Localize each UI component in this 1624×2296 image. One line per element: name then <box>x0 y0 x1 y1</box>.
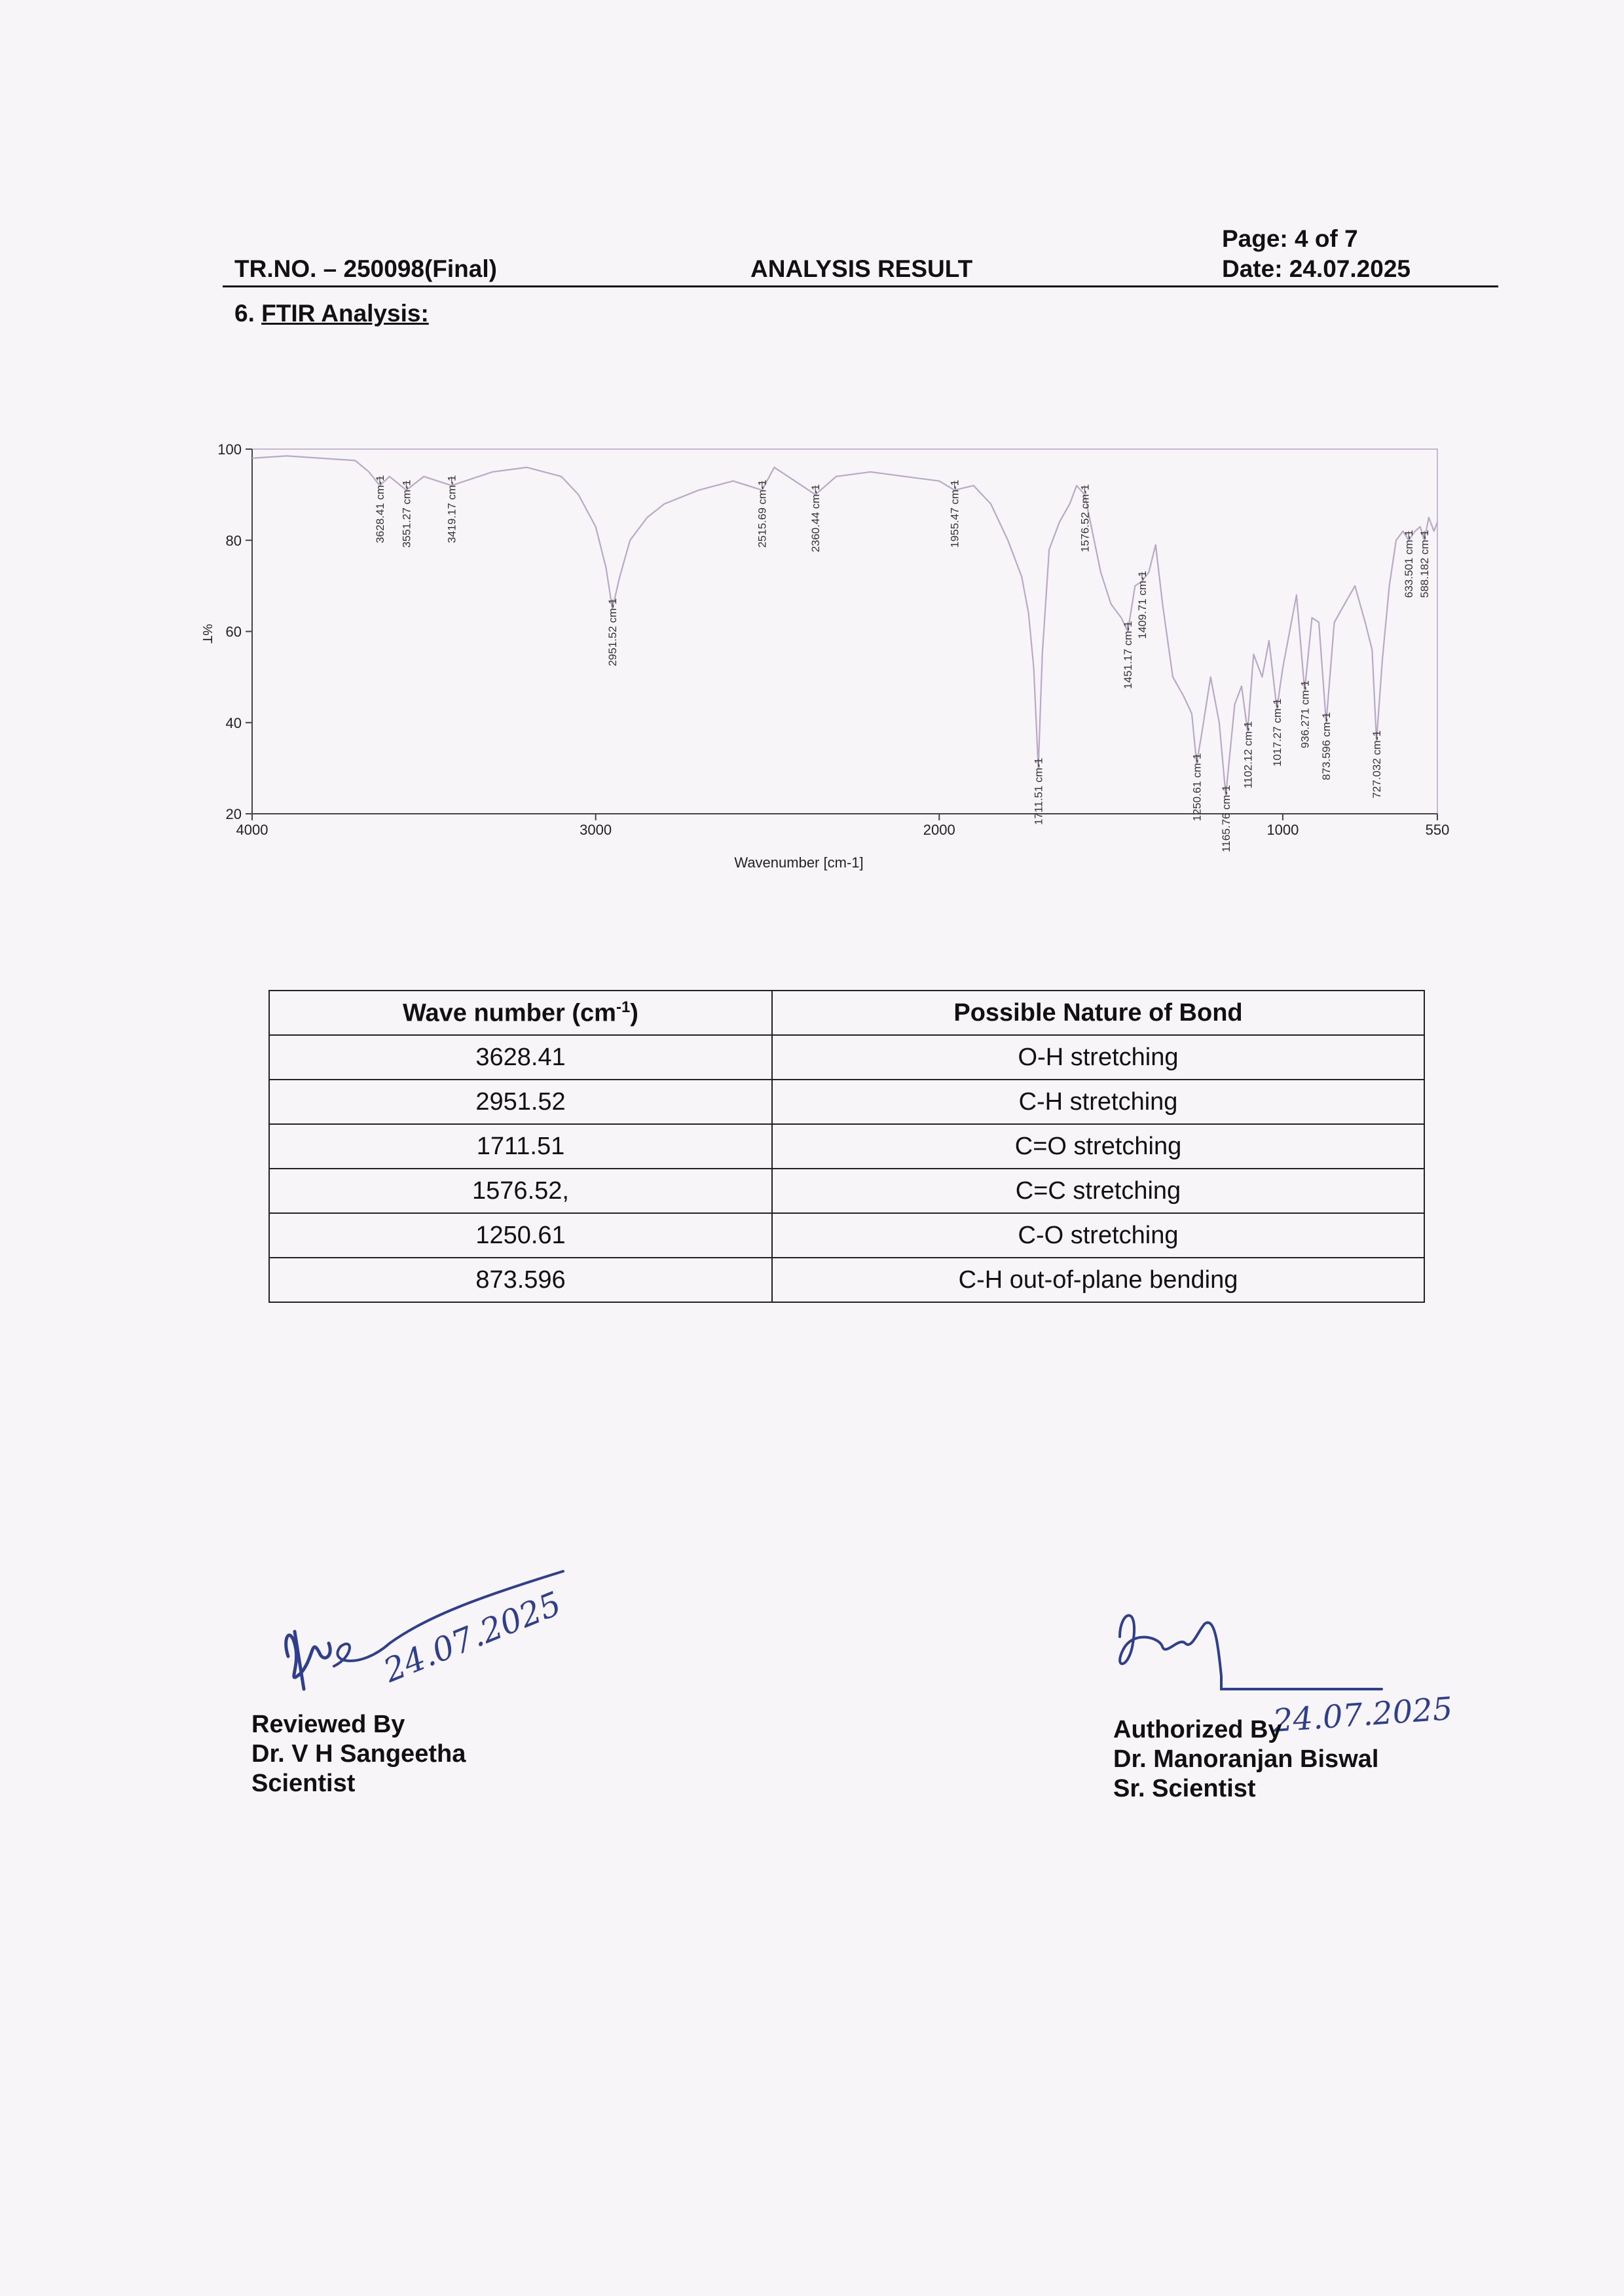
page-title: ANALYSIS RESULT <box>750 255 973 282</box>
y-tick-label: 100 <box>217 441 242 458</box>
peak-label: 1250.61 cm-1 <box>1190 753 1204 822</box>
reviewer-signature <box>255 1558 596 1728</box>
section-heading <box>234 300 429 327</box>
table-row <box>269 1169 1424 1213</box>
table-row <box>269 1124 1424 1169</box>
wave-number-cell: 1250.61 <box>269 1213 772 1258</box>
y-axis-label: %T <box>200 624 214 644</box>
x-tick-label: 550 <box>1425 822 1450 838</box>
peak-label: 1955.47 cm-1 <box>948 479 961 548</box>
x-tick-label: 4000 <box>236 822 268 838</box>
y-tick-label: 20 <box>225 806 242 822</box>
peak-label: 1017.27 cm-1 <box>1270 698 1283 767</box>
table-row <box>269 1035 1424 1080</box>
report-number: TR.NO. – 250098(Final) <box>234 255 497 282</box>
peak-label: 633.501 cm-1 <box>1403 530 1416 598</box>
peak-label: 1576.52 cm-1 <box>1079 484 1092 553</box>
reviewer-title: Scientist <box>251 1770 356 1797</box>
peak-label: 3419.17 cm-1 <box>445 475 458 543</box>
peak-label: 1409.71 cm-1 <box>1136 570 1149 639</box>
authorizer-role: Authorized By <box>1113 1716 1282 1743</box>
peak-label: 1451.17 cm-1 <box>1122 621 1135 689</box>
peak-label: 873.596 cm-1 <box>1320 712 1333 780</box>
peak-label: 727.032 cm-1 <box>1371 730 1384 799</box>
x-tick-label: 3000 <box>580 822 612 838</box>
wave-number-cell: 1711.51 <box>269 1124 772 1169</box>
authorizer-handwritten-date: 24.07.2025 <box>1271 1690 1454 1740</box>
authorizer-name: Dr. Manoranjan Biswal <box>1113 1745 1379 1773</box>
y-tick-label: 40 <box>225 714 242 731</box>
wave-number-cell: 3628.41 <box>269 1035 772 1080</box>
peak-label: 936.271 cm-1 <box>1299 680 1312 748</box>
bond-cell: C=O stretching <box>772 1124 1424 1169</box>
wave-number-cell: 1576.52, <box>269 1169 772 1213</box>
table-row <box>269 1080 1424 1124</box>
bond-cell: C=C stretching <box>772 1169 1424 1213</box>
bond-cell: C-H out-of-plane bending <box>772 1258 1424 1302</box>
header-rule <box>223 285 1498 287</box>
ftir-chart <box>183 426 1467 884</box>
reviewer-handwritten-date: 24.07.2025 <box>378 1584 566 1690</box>
peak-label: 3628.41 cm-1 <box>374 475 386 543</box>
x-axis-label: Wavenumber [cm-1] <box>734 854 864 871</box>
table-header-row <box>269 991 1424 1035</box>
spectrum-series <box>252 456 1437 795</box>
bond-cell: C-H stretching <box>772 1080 1424 1124</box>
bond-cell: C-O stretching <box>772 1213 1424 1258</box>
authorizer-block <box>1113 1715 1378 1804</box>
table-row <box>269 1258 1424 1302</box>
table-row <box>269 1213 1424 1258</box>
peak-label: 2360.44 cm-1 <box>809 484 822 553</box>
chart-ticks <box>246 449 1437 820</box>
reviewer-block <box>251 1710 466 1798</box>
peak-label: 2951.52 cm-1 <box>606 598 619 666</box>
wave-number-cell: 873.596 <box>269 1258 772 1302</box>
report-date: Date: 24.07.2025 <box>1222 255 1411 282</box>
plot-area <box>252 449 1437 814</box>
x-tick-label: 1000 <box>1266 822 1299 838</box>
x-tick-labels <box>236 822 1450 838</box>
bond-table <box>268 990 1425 1303</box>
y-tick-label: 80 <box>225 532 242 549</box>
column-header-wave-number: Wave number $(cm^{-1})$ <box>269 991 772 1035</box>
reviewer-role: Reviewed By <box>251 1711 405 1738</box>
column-header-bond: Possible Nature of Bond <box>772 991 1424 1035</box>
bond-cell: O-H stretching <box>772 1035 1424 1080</box>
wave-number-cell: 2951.52 <box>269 1080 772 1124</box>
peak-label: 588.182 cm-1 <box>1418 530 1431 598</box>
chart-frame <box>252 449 1437 814</box>
section-number: 6. <box>234 300 255 327</box>
peak-label: 1102.12 cm-1 <box>1242 721 1255 789</box>
y-tick-labels <box>217 441 242 822</box>
page-number: Page: 4 of 7 <box>1222 225 1358 252</box>
spectrum-line <box>252 456 1437 795</box>
section-title: FTIR Analysis: <box>261 300 429 327</box>
y-tick-label: 60 <box>225 623 242 640</box>
peak-label: 2515.69 cm-1 <box>756 479 769 548</box>
authorizer-title: Sr. Scientist <box>1113 1775 1256 1802</box>
reviewer-name: Dr. V H Sangeetha <box>251 1740 466 1768</box>
peak-label: 1711.51 cm-1 <box>1032 757 1045 826</box>
table-body <box>269 1035 1424 1302</box>
peak-label: 1165.76 cm-1 <box>1219 785 1232 852</box>
peak-label: 3551.27 cm-1 <box>400 479 413 548</box>
x-tick-label: 2000 <box>923 822 955 838</box>
